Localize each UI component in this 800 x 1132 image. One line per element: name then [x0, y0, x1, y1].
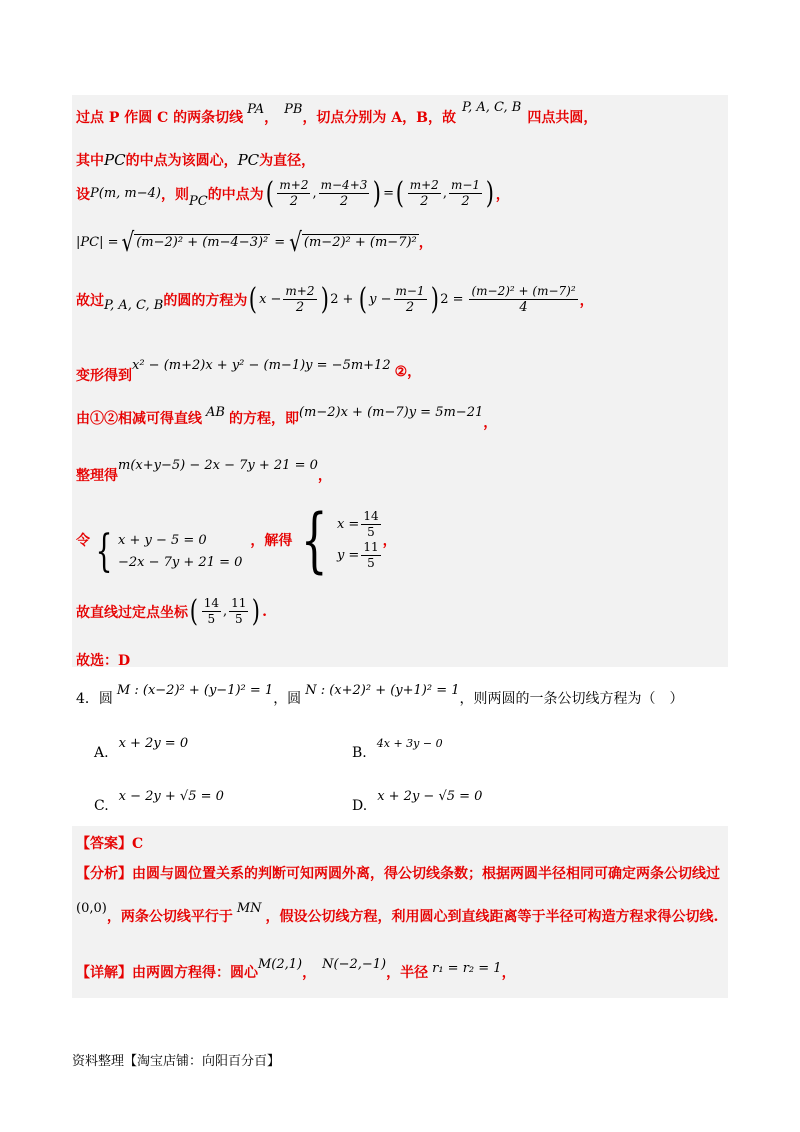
text: 四点共圆， — [527, 110, 598, 126]
text: ， — [264, 110, 279, 126]
text: ，解得 — [250, 533, 293, 549]
text: ， — [317, 468, 332, 484]
solution-line-7 — [76, 404, 498, 431]
text: ， — [302, 965, 317, 981]
math-points: P, A, C, B — [104, 298, 164, 313]
text: 其中 — [76, 153, 104, 169]
option-expression: 4x + 3y − 0 — [376, 736, 443, 750]
text: ， — [495, 186, 510, 203]
option-label: D. — [352, 798, 368, 814]
text: 令 — [76, 533, 90, 549]
math-pa: PA — [247, 101, 265, 117]
option-expression: x − 2y + √5 = 0 — [118, 788, 224, 804]
math-center-n: N(−2,−1) — [322, 956, 387, 972]
solution-line-3: 设 P(m, m−4) ，则 PC 的中点为 ( $\frac{m+2}{2}$ , $\frac{m-4+3}{2}$ ) = ( $\frac{m+2}{2}$ , $\frac{m-1}{2}$ ) ， — [76, 175, 510, 211]
math-pb: PB — [284, 101, 303, 117]
detail-line — [76, 956, 516, 982]
text: 的圆的方程为 — [163, 292, 248, 309]
text: 整理得 — [76, 468, 118, 484]
option-b[interactable] — [352, 735, 443, 761]
text: 故直线过定点坐标 — [76, 604, 188, 621]
fraction: $\frac{\text{(m−2)² + (m−7)²}}{4}$ — [471, 284, 576, 315]
text: 【详解】由两圆方程得：圆心 — [76, 965, 258, 981]
math-ab: AB — [206, 404, 225, 420]
math-pc: PC — [104, 151, 126, 169]
text: ，圆 — [273, 691, 302, 707]
option-a[interactable] — [94, 735, 189, 761]
text: ， — [501, 965, 516, 981]
text: . — [262, 603, 268, 620]
solution-line-9: 令 { x + y − 5 = 0 −2x − 7y + 21 = 0 ，解得 { x = $\frac{14}{5}$ y = $\frac{11}{5}$ ， — [76, 499, 397, 581]
sqrt-expression: √ (m−2)² + (m−4−3)² — [121, 226, 269, 258]
analysis-line-2 — [76, 900, 719, 926]
option-c[interactable] — [94, 788, 224, 814]
text: 的中点为该圆心， — [125, 153, 238, 169]
fraction: $\frac{11}{5}$ — [231, 596, 247, 626]
text: 为直径， — [259, 153, 316, 169]
text: ， — [418, 235, 433, 251]
question-stem — [76, 682, 684, 708]
fraction: $\frac{m+2}{2}$ — [279, 178, 309, 209]
answer-line: 【答案】C — [76, 836, 144, 852]
fraction: $\frac{m-1}{2}$ — [395, 284, 425, 315]
fraction: $\frac{14}{5}$ — [203, 596, 219, 626]
math-lhs: |PC| = — [76, 234, 119, 250]
fraction: $\frac{m-4+3}{2}$ — [320, 178, 368, 209]
math-equation: (m−2)x + (m−7)y = 5m−21 — [298, 404, 484, 420]
text: ，则两圆的一条公切线方程为（ ） — [459, 691, 684, 707]
sqrt-expression: √ (m−2)² + (m−7)² — [289, 226, 417, 258]
solution-line-1 — [76, 99, 598, 127]
math-center-m: M(2,1) — [258, 956, 303, 972]
text: 的方程，即 — [228, 411, 299, 427]
text: 设 — [76, 186, 90, 203]
fraction: $\frac{m+2}{2}$ — [285, 284, 315, 315]
math-origin: (0,0) — [76, 900, 107, 916]
text: ， — [579, 292, 594, 309]
text: ，半径 — [386, 965, 429, 981]
question-number: 4．圆 — [76, 691, 113, 707]
math-radius: r₁ = r₂ = 1 — [432, 960, 502, 976]
text: 故过 — [76, 292, 104, 309]
solution-line-8 — [76, 455, 332, 484]
math-pc: PC — [188, 194, 208, 209]
fraction: $\frac{m-1}{2}$ — [450, 178, 481, 209]
solution-system: x = $\frac{14}{5}$ y = $\frac{11}{5}$ — [336, 509, 379, 570]
option-label: C. — [94, 798, 109, 814]
math-mn: MN — [236, 900, 262, 916]
text: ，两条公切线平行于 — [106, 909, 233, 925]
math-pc: PC — [237, 151, 260, 169]
solution-line-5: 故过 P, A, C, B 的圆的方程为 ( x − $\frac{m+2}{2}$ ) 2 + ( y − $\frac{m-1}{2}$ ) 2 = $\frac{\text{(m−2)² + (m−7)²}}{4}$ ， — [76, 281, 594, 317]
text: ， — [483, 415, 498, 431]
page-footer: 资料整理【淘宝店铺：向阳百分百】 — [72, 1054, 281, 1069]
solution-line-11: 故选：D — [76, 653, 131, 669]
math-equation: m(x+y−5) − 2x − 7y + 21 = 0 — [118, 457, 318, 473]
text: ， — [382, 533, 397, 549]
option-expression: x + 2y = 0 — [118, 735, 189, 751]
text: ，切点分别为 A，B，故 — [302, 110, 457, 126]
math-points: P, A, C, B — [462, 99, 522, 115]
option-label: A. — [94, 745, 109, 761]
math-equation: x² − (m+2)x + y² − (m−1)y = −5m+12 — [132, 357, 391, 373]
equation-system: x + y − 5 = 0 −2x − 7y + 21 = 0 — [118, 533, 243, 570]
analysis-line-1: 【分析】由圆与圆位置关系的判断可知两圆外离，得公切线条数；根据两圆半径相同可确定两条公切线过 — [76, 866, 720, 882]
text: 由①②相减可得直线 — [76, 411, 202, 427]
text: 变形得到 — [76, 368, 132, 384]
text: 过点 P 作圆 C 的两条切线 — [76, 110, 244, 126]
solution-line-2 — [76, 150, 315, 170]
text: ②， — [394, 364, 422, 380]
circle-n-equation: N : (x+2)² + (y+1)² = 1 — [305, 682, 460, 698]
fraction: $\frac{m+2}{2}$ — [409, 178, 439, 209]
solution-line-10: 故直线过定点坐标 ( $\frac{14}{5}$ , $\frac{11}{5}$ ) . — [76, 593, 268, 629]
solution-line-4: |PC| = √ (m−2)² + (m−4−3)² = √ (m−2)² + (m−7)² ， — [76, 226, 433, 258]
option-d[interactable] — [352, 788, 483, 814]
text: 的中点为 — [207, 186, 264, 203]
circle-m-equation: M : (x−2)² + (y−1)² = 1 — [116, 682, 274, 698]
text: ，则 — [160, 186, 189, 203]
math-point-p: P(m, m−4) — [90, 186, 161, 201]
text: ，假设公切线方程，利用圆心到直线距离等于半径可构造方程求得公切线. — [265, 909, 719, 925]
option-label: B. — [352, 745, 367, 761]
solution-line-6 — [76, 355, 422, 384]
option-expression: x + 2y − √5 = 0 — [377, 788, 483, 804]
